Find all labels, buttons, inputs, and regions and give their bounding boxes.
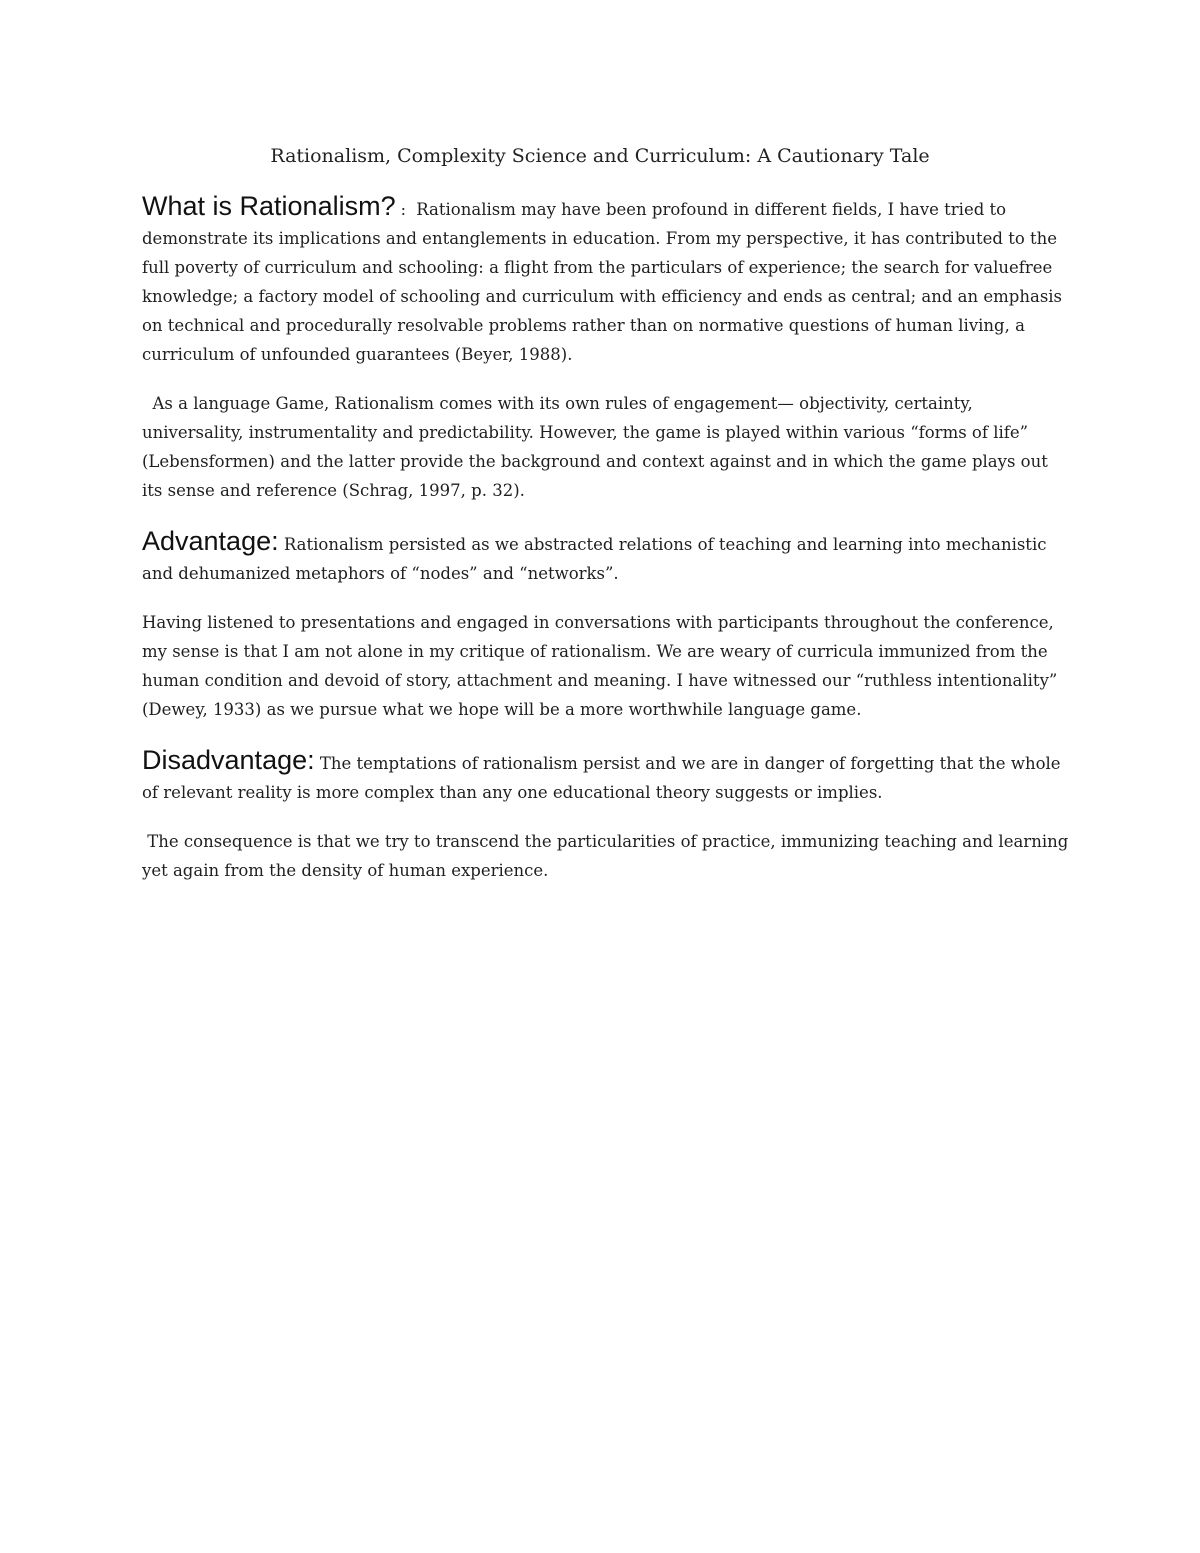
paragraph-text: Rationalism persisted as we abstracted relations of teaching and learning into mechanistic and dehumanized metaphors of “nodes” and “networks”.	[142, 535, 1047, 583]
heading-what-is-rationalism: What is Rationalism?	[142, 191, 396, 221]
paragraph-language-game	[142, 389, 1072, 505]
paragraph-conference	[142, 608, 1072, 724]
paragraph-text: As a language Game, Rationalism comes with its own rules of engagement— objectivity, certainty, universality, instrumentality and predictability. However, the game is played within various “forms of life” (Lebensformen) and the latter provide the background and context against and in which the game plays out its sense and reference (Schrag, 1997, p. 32).	[142, 394, 1054, 500]
paragraph-text: The consequence is that we try to transcend the particularities of practice, immunizing teaching and learning yet again from the density of human experience.	[142, 832, 1074, 880]
heading-separator: :	[395, 200, 417, 219]
heading-advantage: Advantage:	[142, 526, 279, 556]
section-disadvantage	[142, 746, 1072, 807]
paragraph-text: The temptations of rationalism persist and we are in danger of forgetting that the whole of relevant reality is more complex than any one educational theory suggests or implies.	[142, 754, 1061, 802]
document-title: Rationalism, Complexity Science and Curriculum: A Cautionary Tale	[270, 145, 930, 167]
section-advantage	[142, 527, 1072, 588]
heading-disadvantage: Disadvantage:	[142, 745, 315, 775]
document-body	[142, 192, 1072, 905]
paragraph-text: Having listened to presentations and engaged in conversations with participants throughout the conference, my sense is that I am not alone in my critique of rationalism. We are weary of curricula immunized from the human condition and devoid of story, attachment and meaning. I have witnessed our “ruthless intentionality” (Dewey, 1933) as we pursue what we hope will be a more worthwhile language game.	[142, 613, 1058, 719]
section-what-is-rationalism	[142, 192, 1072, 369]
paragraph-text: Rationalism may have been profound in different fields, I have tried to demonstrate its implications and entanglements in education. From my perspective, it has contributed to the full poverty of curriculum and schooling: a flight from the particulars of experience; the search for valuefree knowledge; a factory model of schooling and curriculum with efficiency and ends as central; and an emphasis on technical and procedurally resolvable problems rather than on normative questions of human living, a curriculum of unfounded guarantees (Beyer, 1988).	[142, 200, 1063, 364]
paragraph-consequence	[142, 827, 1072, 885]
